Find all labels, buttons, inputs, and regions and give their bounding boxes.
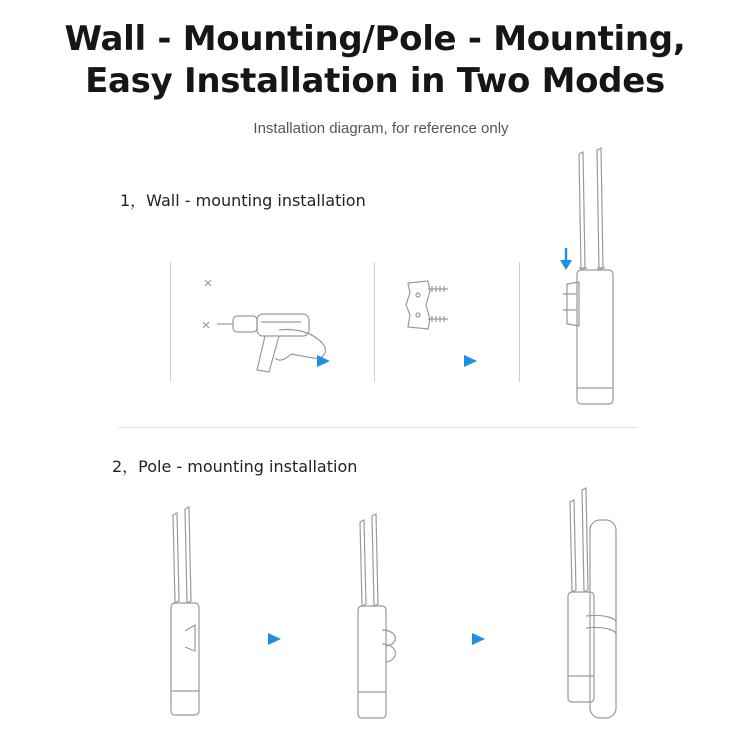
title-line-2: Easy Installation in Two Modes: [85, 61, 665, 101]
section-divider: [118, 427, 638, 428]
next-arrow-icon: [472, 633, 485, 645]
down-arrow-icon: [560, 248, 572, 270]
step-2-label: 2，Pole - mounting installation: [112, 457, 358, 476]
separator-line: [519, 262, 520, 382]
pole-mount-device: [352, 512, 412, 722]
page-title: [0, 18, 750, 102]
step-1-label: 1，Wall - mounting installation: [120, 191, 366, 210]
subtitle: Installation diagram, for reference only: [253, 120, 509, 137]
separator-line: [170, 262, 171, 382]
pole-mount-device: [165, 505, 215, 720]
drill-illustration: [195, 270, 345, 385]
separator-line: [374, 262, 375, 382]
bracket-illustration: [398, 275, 458, 335]
next-arrow-icon: [464, 355, 477, 367]
pole-mount-device: [560, 488, 630, 723]
next-arrow-icon: [317, 355, 330, 367]
title-line-1: Wall - Mounting/Pole - Mounting,: [64, 19, 686, 59]
next-arrow-icon: [268, 633, 281, 645]
wall-mounted-device: [555, 148, 615, 410]
